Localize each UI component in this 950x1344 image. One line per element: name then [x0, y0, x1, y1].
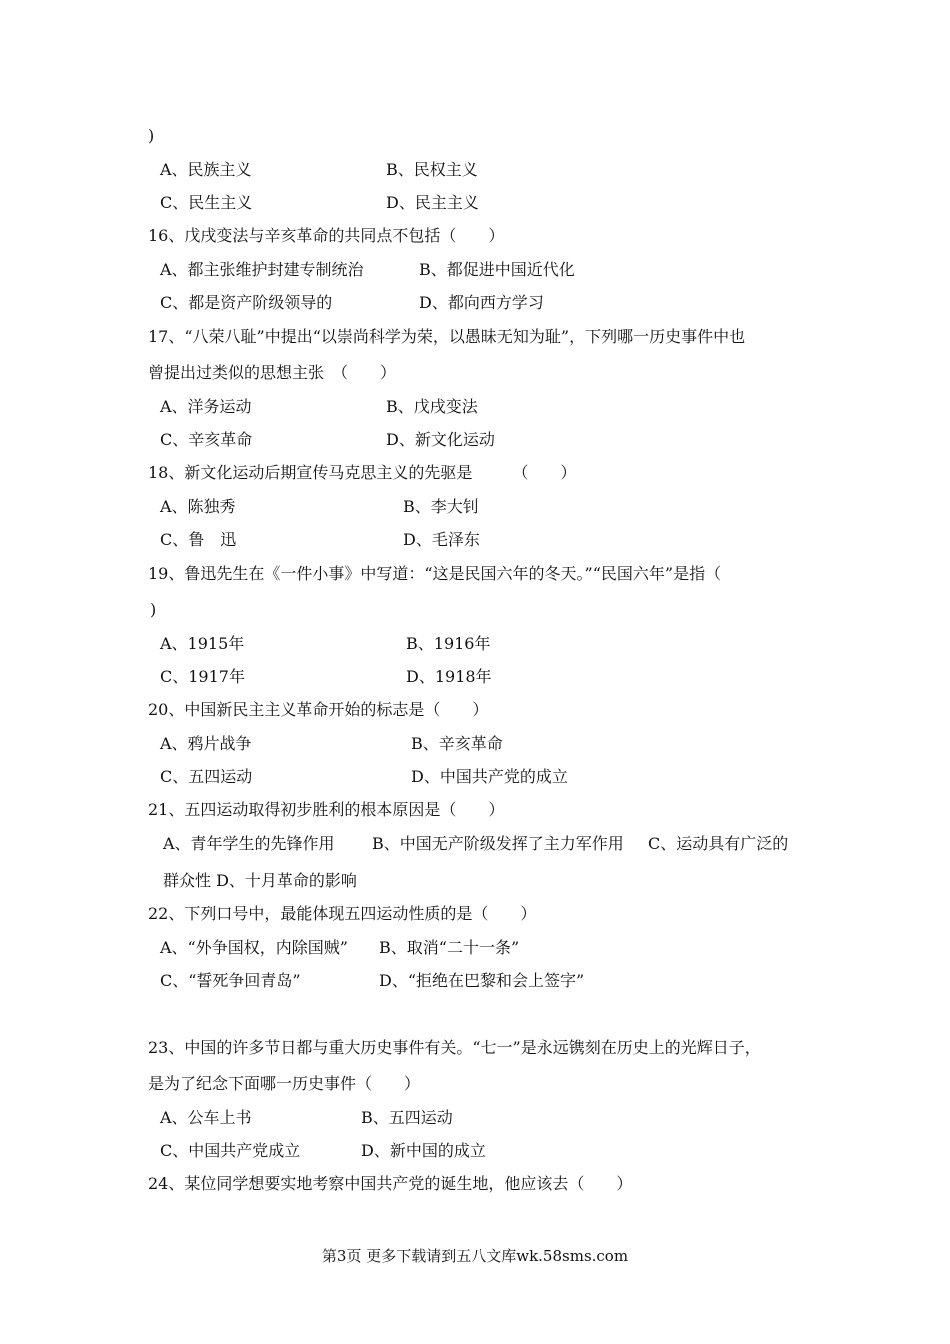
option-a: A、青年学生的先锋作用 [163, 834, 335, 853]
option-d: D、1918年 [406, 667, 492, 686]
option-a: A、1915年 [160, 634, 245, 653]
option-d: D、毛泽东 [403, 530, 480, 549]
option-a: A、“外争国权，内除国贼” [160, 938, 348, 957]
option-c: C、鲁 迅 [160, 530, 237, 549]
option-d: D、新文化运动 [386, 430, 495, 449]
option-a: A、鸦片战争 [160, 734, 252, 753]
option-c: C、五四运动 [160, 767, 253, 786]
option-c: C、民生主义 [160, 193, 253, 212]
option-c: C、1917年 [160, 667, 245, 686]
option-b: B、五四运动 [361, 1108, 453, 1127]
page-footer: 第3页 更多下载请到五八文库wk.58sms.com [321, 1247, 629, 1265]
option-b: B、戊戌变法 [386, 397, 478, 416]
option-c: C、辛亥革命 [160, 430, 253, 449]
question-16: 16、戊戌变法与辛亥革命的共同点不包括（ ） [148, 226, 505, 245]
option-c: C、中国共产党成立 [160, 1141, 301, 1160]
question-23-cont: 是为了纪念下面哪一历史事件（ ） [148, 1074, 421, 1093]
option-a: A、陈独秀 [160, 497, 236, 516]
question-17: 17、“八荣八耻”中提出“以崇尚科学为荣，以愚昧无知为耻”，下列哪一历史事件中也 [148, 327, 746, 346]
option-c: C、运动具有广泛的 [648, 834, 789, 853]
option-b: B、1916年 [406, 634, 491, 653]
question-20: 20、中国新民主主义革命开始的标志是（ ） [148, 700, 489, 719]
option-d: D、“拒绝在巴黎和会上签字” [379, 971, 585, 990]
option-b: B、李大钊 [403, 497, 479, 516]
option-a: A、公车上书 [160, 1108, 252, 1127]
option-b: B、辛亥革命 [411, 734, 503, 753]
option-c: C、“誓死争回青岛” [160, 971, 301, 990]
question-23: 23、中国的许多节日都与重大历史事件有关。“七一”是永远镌刻在历史上的光辉日子， [148, 1038, 761, 1057]
option-b: B、取消“二十一条” [379, 938, 520, 957]
option-d: D、都向西方学习 [419, 293, 544, 312]
question-17-cont: 曾提出过类似的思想主张 （ ） [148, 363, 397, 382]
option-d: D、民主主义 [386, 193, 479, 212]
question-18: 18、新文化运动后期宣传马克思主义的先驱是 （ ） [148, 463, 577, 482]
option-a: A、都主张维护封建专制统治 [160, 260, 364, 279]
option-c: C、都是资产阶级领导的 [160, 293, 333, 312]
question-22: 22、下列口号中，最能体现五四运动性质的是（ ） [148, 904, 537, 923]
option-c-cont: 群众性 D、十月革命的影响 [163, 871, 357, 890]
option-d: D、新中国的成立 [361, 1141, 486, 1160]
option-b: B、都促进中国近代化 [419, 260, 575, 279]
question-24: 24、某位同学想要实地考察中国共产党的诞生地，他应该去（ ） [148, 1174, 633, 1193]
text-line: ) [148, 126, 155, 145]
option-b: B、民权主义 [386, 160, 478, 179]
option-b: B、中国无产阶级发挥了主力军作用 [372, 834, 624, 853]
option-a: A、洋务运动 [160, 397, 252, 416]
question-19: 19、鲁迅先生在《一件小事》中写道：“这是民国六年的冬天。”“民国六年”是指（ [148, 564, 722, 583]
question-19-cont: ) [150, 600, 157, 619]
question-21: 21、五四运动取得初步胜利的根本原因是（ ） [148, 800, 505, 819]
option-d: D、中国共产党的成立 [411, 767, 568, 786]
option-a: A、民族主义 [160, 160, 252, 179]
